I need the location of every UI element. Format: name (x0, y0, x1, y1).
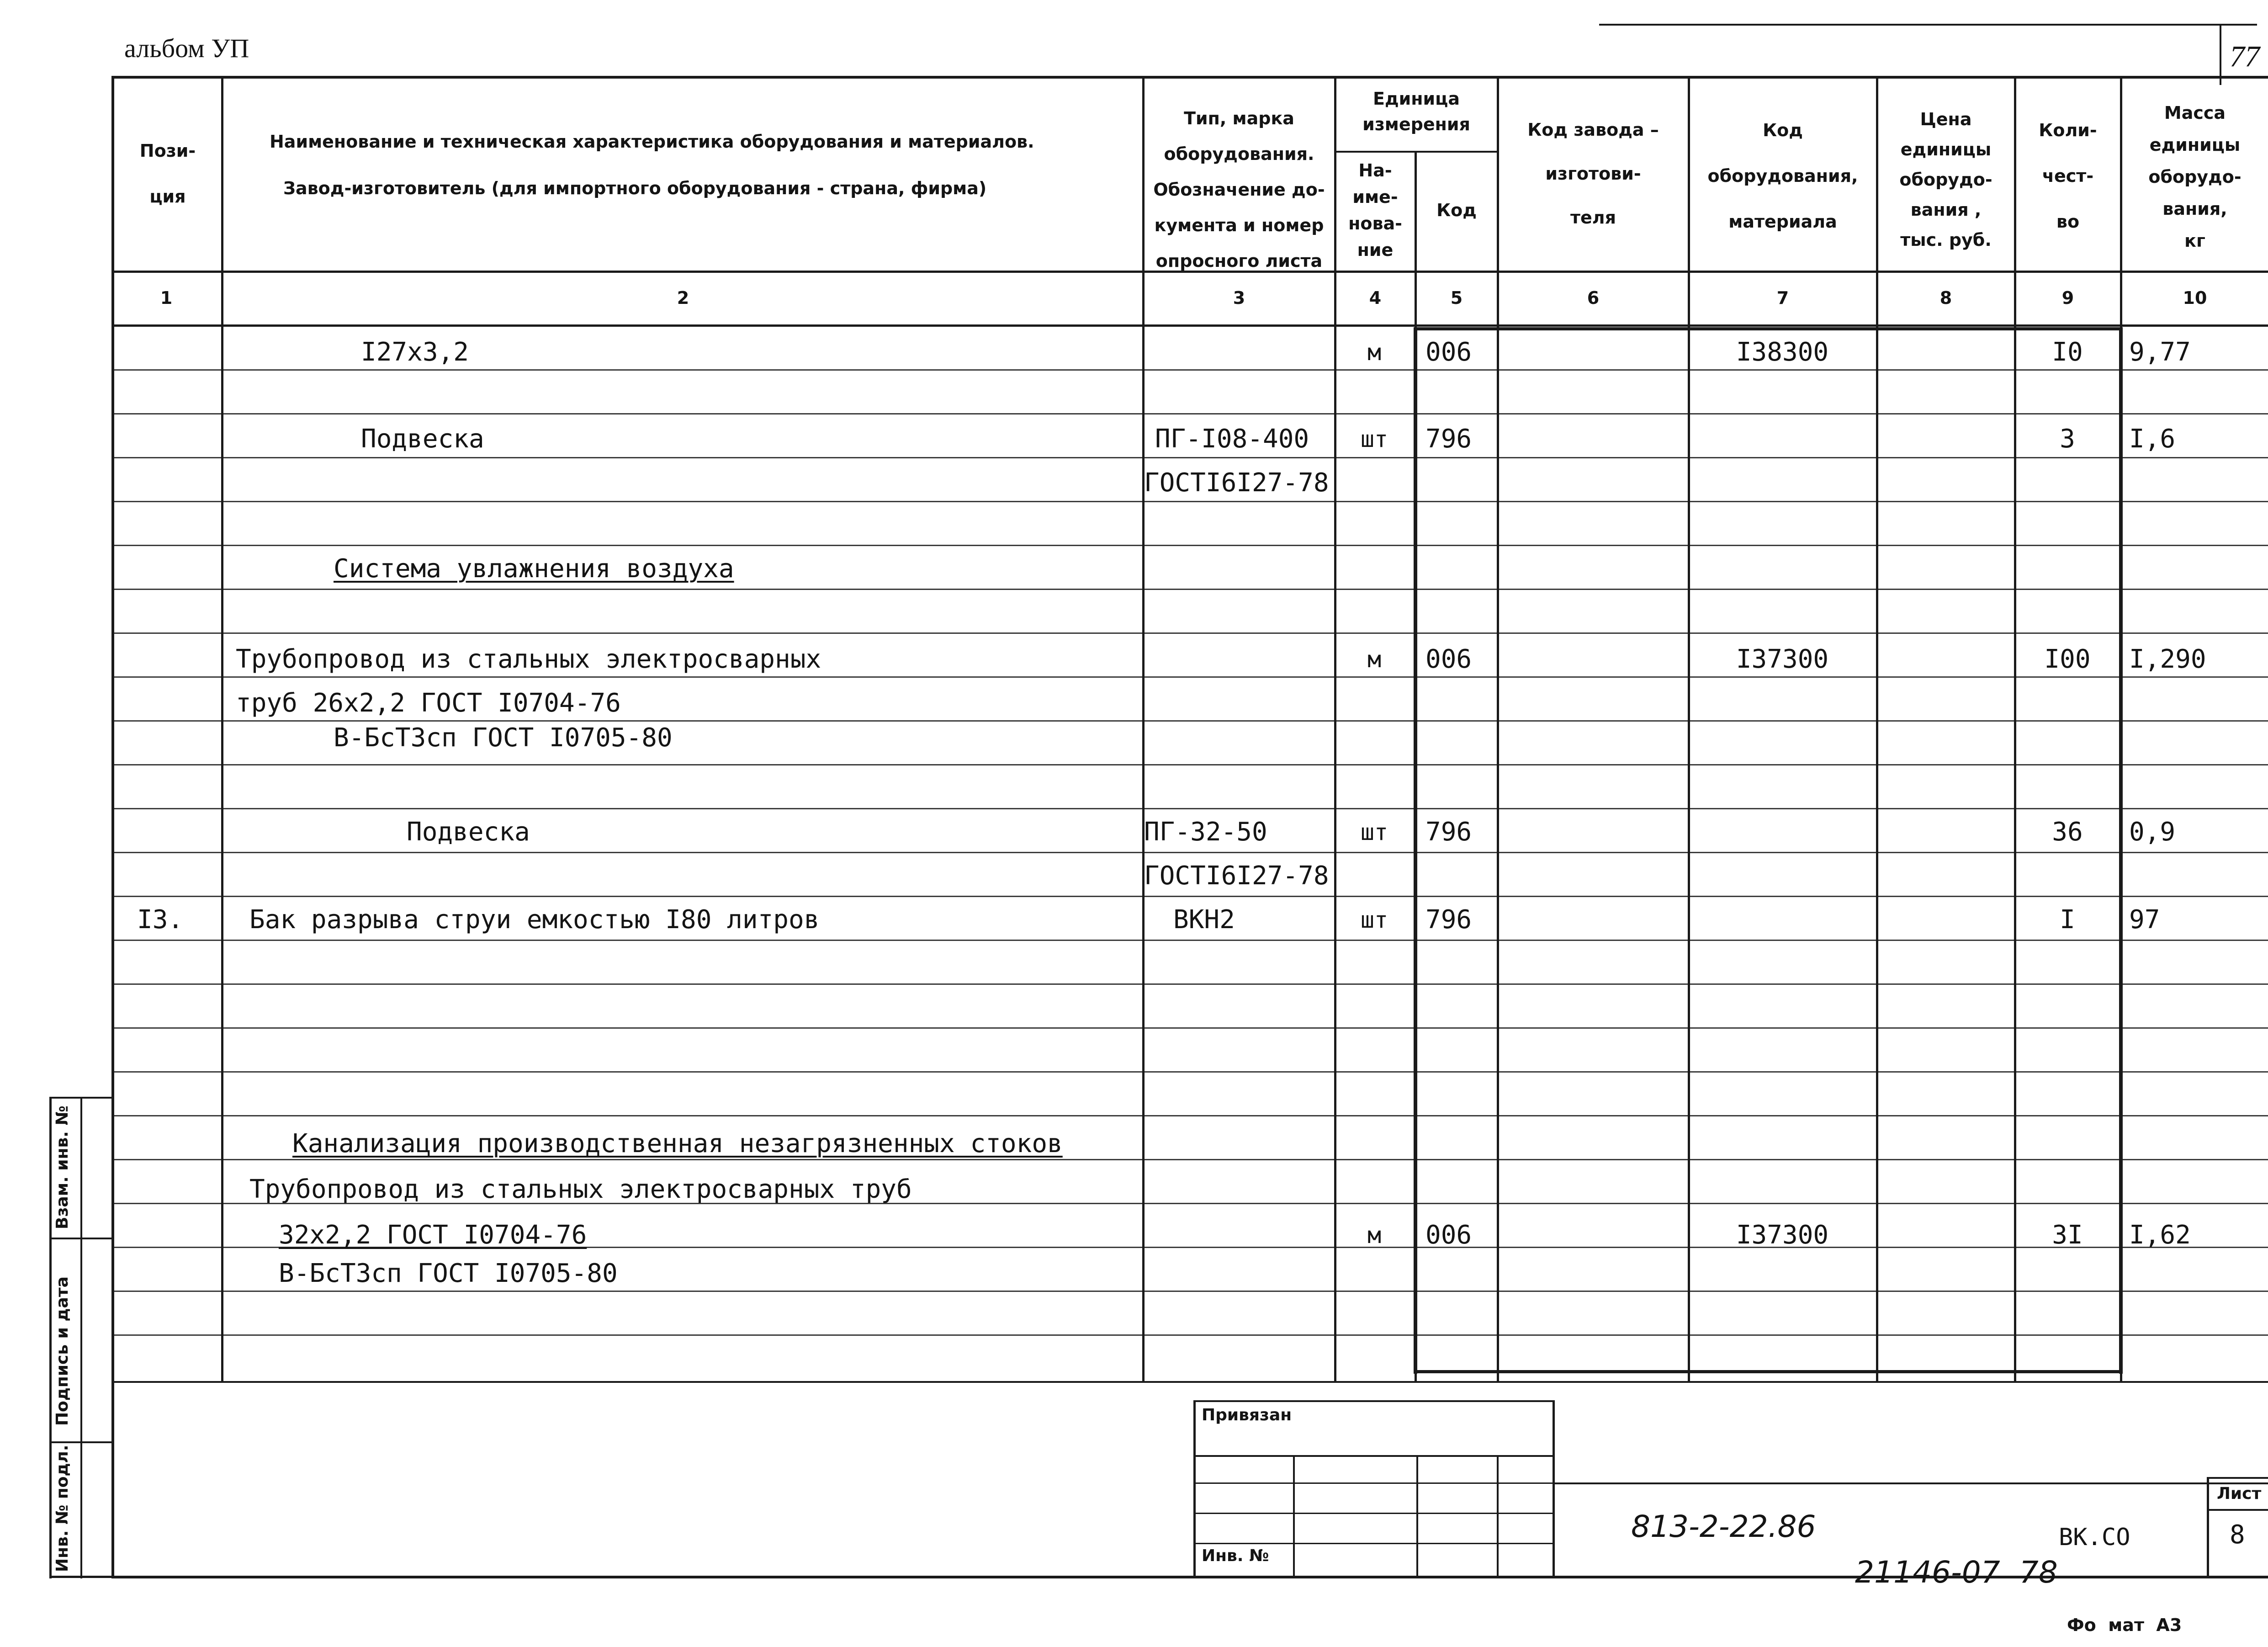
cell-unit: м (1367, 646, 1382, 673)
tb-binding-row-3 (1193, 1513, 1554, 1514)
cell-unit-code: 796 (1425, 817, 1472, 847)
cell-qty: I (2060, 905, 2075, 935)
item-name: В-БсТ3сп ГОСТ I0705-80 (334, 723, 673, 753)
header-name-line2: Завод-изготовитель (для импортного оборудования - страна, фирма) (283, 178, 987, 198)
column-number: 2 (677, 288, 689, 308)
cell-qty: 3 (2060, 424, 2075, 454)
cell-type: ПГ-32-50 (1144, 817, 1267, 847)
colnum-bottom-rule (111, 324, 2268, 327)
header-position: Пози- ция (139, 141, 196, 207)
side-stamp-bottom (49, 1576, 113, 1578)
row-separator (111, 720, 2268, 722)
row-separator (111, 983, 2268, 985)
data-box-top (1415, 327, 2123, 330)
cell-unit: м (1367, 339, 1382, 366)
tb-archive-number: 21146-07 78 (1855, 1555, 2058, 1590)
row-separator (111, 808, 2268, 809)
header-quantity: Коли- чест- во (2039, 120, 2097, 232)
stamp-signature-date: Подпись и дата (53, 1276, 72, 1426)
column-number: 1 (160, 288, 173, 308)
data-box-left (1414, 327, 1417, 1374)
tb-format: Фо мат А3 (2067, 1615, 2182, 1635)
cell-equip-code: I38300 (1736, 337, 1829, 367)
cell-type: ПГ-I08-400 (1155, 424, 1309, 454)
cell-pos: I3. (137, 905, 184, 935)
item-name: Бак разрыва струи емкостью I80 литров (249, 905, 820, 935)
header-unit-name: На- име- нова- ние (1348, 160, 1402, 260)
row-separator (111, 1291, 2268, 1292)
cell-unit: м (1367, 1222, 1382, 1249)
header-unit-code: Код (1436, 200, 1477, 220)
top-rule (1599, 24, 2257, 26)
tb-main-top (1554, 1482, 2268, 1484)
col-sep-7 (1876, 76, 1878, 1383)
row-separator (111, 896, 2268, 897)
stamp-replacement-inv: Взам. инв. № (53, 1105, 72, 1229)
header-type: Тип, марка оборудования. Обозначение до- кумента и номер опросного листа (1153, 108, 1325, 271)
row-separator (111, 413, 2268, 414)
cell-unit-code: 796 (1425, 905, 1472, 935)
data-box-bottom (1415, 1370, 2123, 1373)
tb-binding-row-4 (1193, 1543, 1554, 1544)
cell-qty: 3I (2052, 1220, 2083, 1250)
header-plant-code: Код завода – изготови- теля (1527, 120, 1659, 228)
column-number: 9 (2061, 288, 2074, 308)
column-number: 10 (2183, 288, 2207, 308)
table-border-top (111, 76, 2268, 79)
cell-mass: 0,9 (2129, 817, 2176, 847)
cell-unit-code: 006 (1425, 337, 1472, 367)
col-sep-5 (1497, 76, 1499, 1383)
side-stamp-frame-left (49, 1097, 52, 1578)
cell-unit-code: 006 (1425, 1220, 1472, 1250)
tb-inv-no: Инв. № (1202, 1546, 1269, 1565)
tb-binding-right (1553, 1400, 1555, 1578)
row-separator (111, 940, 2268, 941)
tb-binding-left (1193, 1400, 1196, 1578)
tb-binding-col-1 (1293, 1455, 1295, 1578)
tb-sheet-mid (2207, 1509, 2268, 1511)
column-number: 6 (1587, 288, 1600, 308)
row-separator (111, 764, 2268, 765)
row-separator (111, 545, 2268, 546)
item-name: I27x3,2 (361, 337, 469, 367)
tb-binding-top (1193, 1400, 1554, 1402)
tb-binding-row-1 (1193, 1455, 1554, 1457)
row-separator (111, 1027, 2268, 1029)
item-name: Система увлажнения воздуха (334, 554, 734, 584)
col-sep-6 (1688, 76, 1690, 1383)
side-stamp-sep-1 (49, 1238, 113, 1239)
row-separator (111, 1334, 2268, 1336)
unit-group-divider (1334, 151, 1499, 153)
row-separator (111, 852, 2268, 853)
item-name: Подвеска (407, 817, 530, 847)
col-sep-1 (221, 76, 223, 1383)
tb-privyazan: Привязан (1202, 1406, 1292, 1424)
tb-binding-col-3 (1497, 1455, 1499, 1578)
tb-sheet-label: Лист (2217, 1484, 2262, 1503)
row-separator (111, 676, 2268, 678)
cell-mass: 97 (2129, 905, 2160, 935)
side-stamp-sep-2 (49, 1441, 113, 1443)
tb-binding-row-2 (1193, 1482, 1554, 1484)
header-price: Цена единицы оборудо- вания , тыс. руб. (1899, 109, 1992, 250)
row-separator (111, 1071, 2268, 1073)
tb-binding-col-2 (1416, 1455, 1418, 1578)
cell-mass: 9,77 (2129, 337, 2191, 367)
cell-mass: I,62 (2129, 1220, 2191, 1250)
tb-document-number: 813-2-22.86 (1631, 1509, 1816, 1544)
item-name: 32x2,2 ГОСТ I0704-76 (279, 1220, 587, 1250)
row-separator (111, 632, 2268, 634)
album-label: альбом УП (124, 33, 249, 63)
col-sep-8 (2014, 76, 2016, 1383)
page-corner-number: 77 (2230, 40, 2260, 73)
header-equip-code: Код оборудования, материала (1707, 120, 1858, 232)
item-name: Канализация производственная незагрязненных стоков (292, 1129, 1063, 1158)
row-separator (111, 369, 2268, 371)
cell-type: ВКН2 (1173, 905, 1235, 935)
cell-mass: I,6 (2129, 424, 2176, 454)
side-stamp-frame-mid (80, 1097, 82, 1578)
tb-sheet-left (2207, 1477, 2209, 1578)
header-unit-group: Единица измерения (1362, 89, 1470, 134)
row-separator (111, 457, 2268, 458)
cell-type: ГОСТI6I27-78 (1144, 861, 1329, 891)
item-name: В-БсТ3сп ГОСТ I0705-80 (279, 1259, 618, 1288)
tb-sheet-number: 8 (2230, 1520, 2245, 1550)
cell-qty: 36 (2052, 817, 2083, 847)
cell-unit-code: 796 (1425, 424, 1472, 454)
cell-equip-code: I37300 (1736, 644, 1829, 674)
cell-mass: I,290 (2129, 644, 2206, 674)
item-name: Подвеска (361, 424, 484, 454)
cell-qty: I0 (2052, 337, 2083, 367)
column-number: 8 (1939, 288, 1952, 308)
row-separator (111, 1115, 2268, 1116)
cell-qty: I00 (2044, 644, 2091, 674)
col-sep-3 (1334, 76, 1336, 1383)
column-number: 5 (1450, 288, 1463, 308)
header-name-line1: Наименование и техническая характеристика оборудования и материалов. (270, 132, 1034, 152)
item-name: Трубопровод из стальных электросварных (236, 644, 821, 674)
cell-equip-code: I37300 (1736, 1220, 1829, 1250)
body-bottom-rule (111, 1381, 2268, 1383)
stamp-original-inv: Инв. № подл. (53, 1445, 72, 1572)
table-border-left (111, 76, 114, 1578)
cell-unit: шт (1360, 819, 1388, 845)
item-name: Трубопровод из стальных электросварных труб (249, 1174, 912, 1204)
column-number: 3 (1233, 288, 1245, 308)
row-separator (111, 589, 2268, 590)
cell-unit: шт (1360, 907, 1388, 933)
tb-mark: ВК.СО (2059, 1524, 2130, 1551)
row-separator (111, 501, 2268, 502)
tb-sheet-top (2207, 1477, 2268, 1479)
column-number: 4 (1369, 288, 1382, 308)
cell-unit: шт (1360, 426, 1388, 452)
item-name: труб 26x2,2 ГОСТ I0704-76 (236, 688, 621, 718)
column-number: 7 (1776, 288, 1789, 308)
cell-unit-code: 006 (1425, 644, 1472, 674)
header-mass: Масса единицы оборудо- вания, кг (2148, 103, 2242, 251)
cell-type: ГОСТI6I27-78 (1144, 468, 1329, 498)
data-box-right (2119, 327, 2123, 1374)
